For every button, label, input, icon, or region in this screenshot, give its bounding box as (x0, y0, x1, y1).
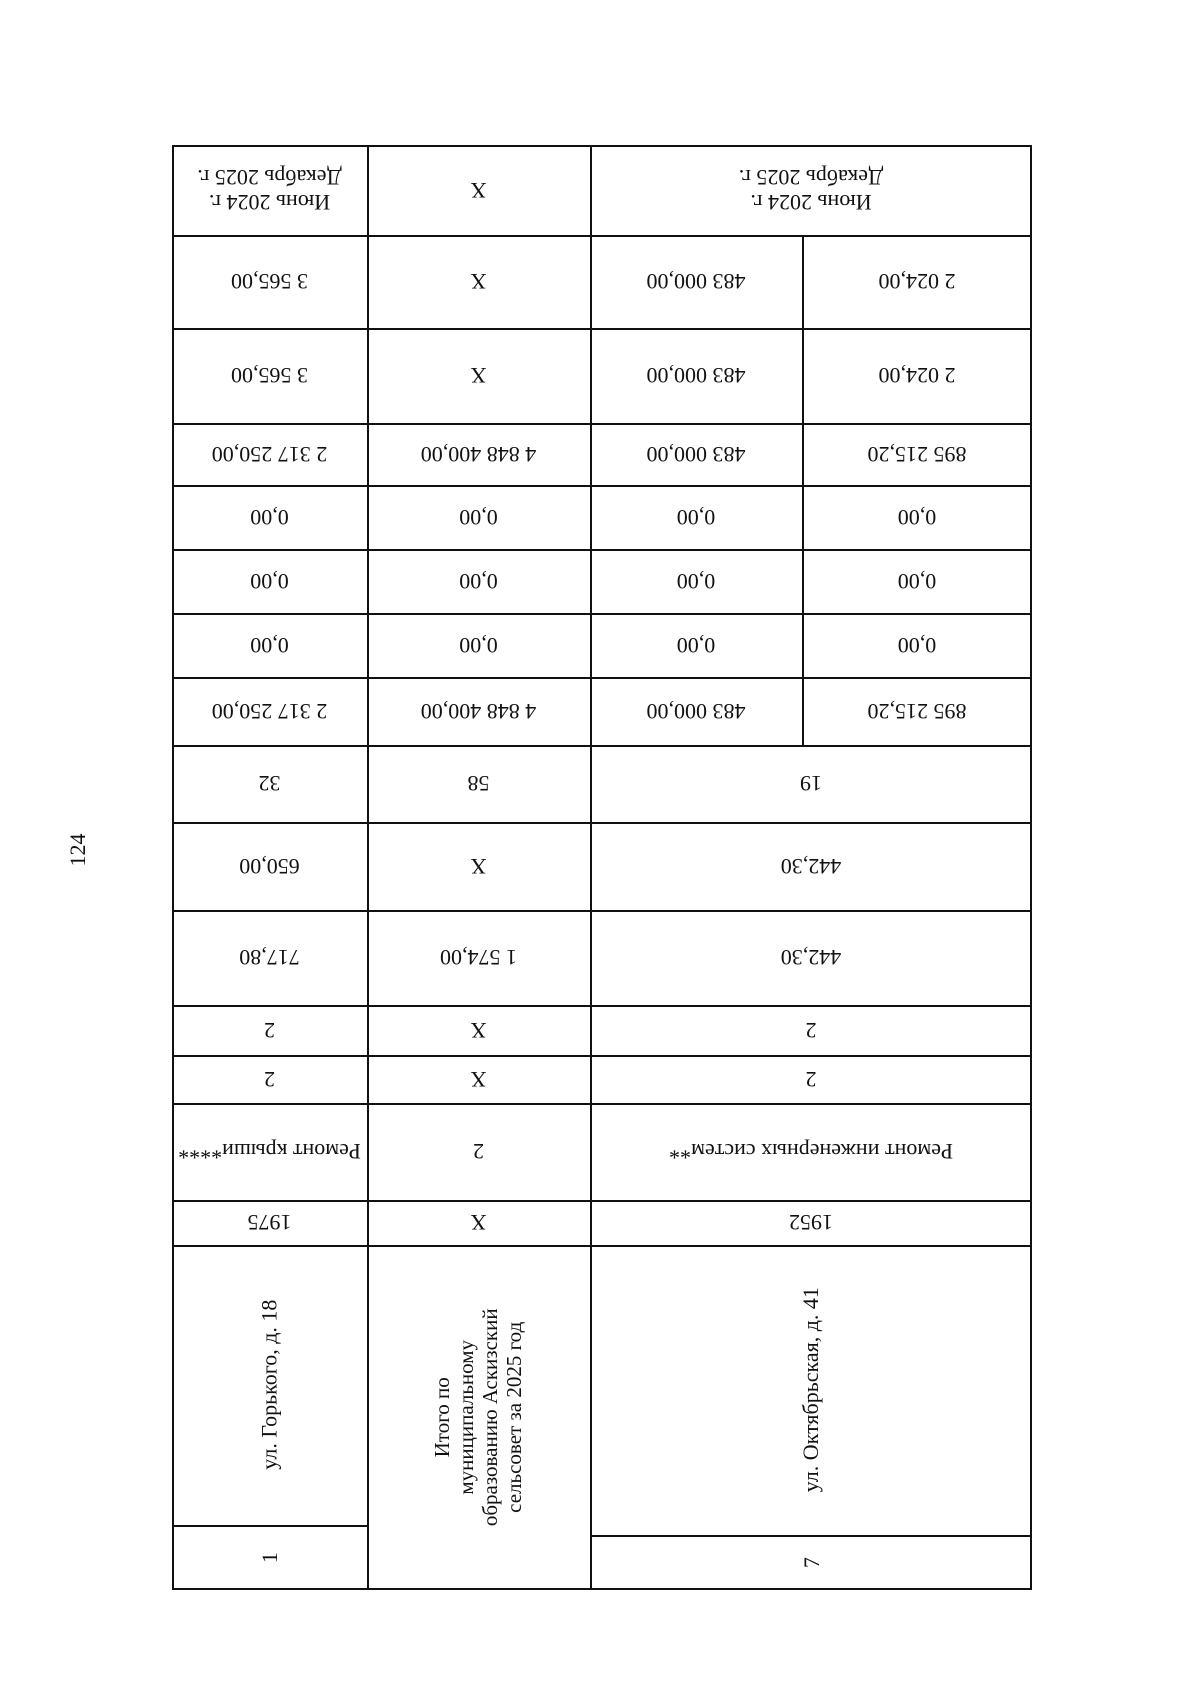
row7-residents: 19 (800, 771, 822, 797)
row7-z2a: 0,00 (676, 568, 716, 594)
row7-z2b: 0,00 (897, 568, 937, 594)
row1-z3: 0,00 (250, 504, 289, 530)
row7-sum-a: 483 000,00 (646, 441, 746, 467)
row7-area2: 442,30 (780, 853, 842, 879)
row1-residents: 32 (258, 771, 281, 797)
total-area2: X (470, 853, 487, 879)
total-c1: X (470, 1017, 487, 1043)
row1-area: 717,80 (239, 945, 300, 971)
row1-z1: 0,00 (250, 632, 289, 658)
page-number: 124 (65, 833, 90, 867)
total-z1: 0,00 (459, 632, 498, 658)
row1-sum: 2 317 250,00 (211, 441, 328, 467)
row7-year: 1952 (789, 1210, 833, 1236)
row7-work-type: Ремонт инженерных систем** (669, 1139, 953, 1165)
total-c2: X (470, 1066, 487, 1092)
row7-address: ул. Октябрьская, д. 41 (798, 1287, 824, 1493)
row1-work-type: Ремонт крыши**** (178, 1139, 361, 1165)
row7-c1: 2 (805, 1017, 817, 1043)
row7-total-b: 895 215,20 (867, 698, 967, 724)
total-period: X (470, 177, 487, 203)
data-table (172, 145, 1032, 1590)
row7-c2: 2 (805, 1066, 817, 1092)
total-work-count: 2 (473, 1139, 484, 1165)
total-sum: 4 848 400,00 (420, 441, 537, 467)
row1-period: Июнь 2024 г. Декабрь 2025 г. (197, 165, 342, 216)
row7-p2a: 483 000,00 (646, 363, 746, 389)
total-p2: X (470, 363, 487, 389)
row1-total: 2 317 250,00 (211, 698, 328, 724)
row1-z2: 0,00 (250, 568, 289, 594)
total-total: 4 848 400,00 (420, 698, 537, 724)
row7-z3a: 0,00 (676, 504, 716, 530)
row1-year: 1975 (247, 1210, 292, 1236)
total-p1: X (470, 269, 487, 295)
row1-p2: 3 565,00 (231, 363, 308, 389)
row7-z3b: 0,00 (897, 504, 937, 530)
row7-area: 442,30 (780, 945, 842, 971)
row7-period: Июнь 2024 г. Декабрь 2025 г. (738, 165, 884, 216)
total-z3: 0,00 (459, 504, 498, 530)
total-label: Итого по муниципальному образованию Аскизский сельсовет за 2025 год (430, 1308, 527, 1527)
row1-address: ул. Горького, д. 18 (256, 1299, 282, 1471)
total-year: X (470, 1210, 487, 1236)
row7-p2b: 2 024,00 (878, 363, 956, 389)
row1-p1: 3 565,00 (231, 269, 308, 295)
row7-total-a: 483 000,00 (646, 698, 746, 724)
total-area: 1 574,00 (440, 945, 517, 971)
total-residents: 58 (467, 771, 490, 797)
row7-number: 7 (798, 1556, 824, 1568)
row7-sum-b: 895 215,20 (867, 441, 967, 467)
total-z2: 0,00 (459, 568, 498, 594)
row7-p1a: 483 000,00 (646, 269, 746, 295)
row7-z1b: 0,00 (897, 632, 937, 658)
row7-p1b: 2 024,00 (878, 269, 956, 295)
row1-c2: 2 (264, 1066, 275, 1092)
row1-c1: 2 (264, 1017, 275, 1043)
row1-number: 1 (256, 1551, 282, 1563)
row1-area2: 650,00 (239, 853, 300, 879)
row7-z1a: 0,00 (676, 632, 716, 658)
